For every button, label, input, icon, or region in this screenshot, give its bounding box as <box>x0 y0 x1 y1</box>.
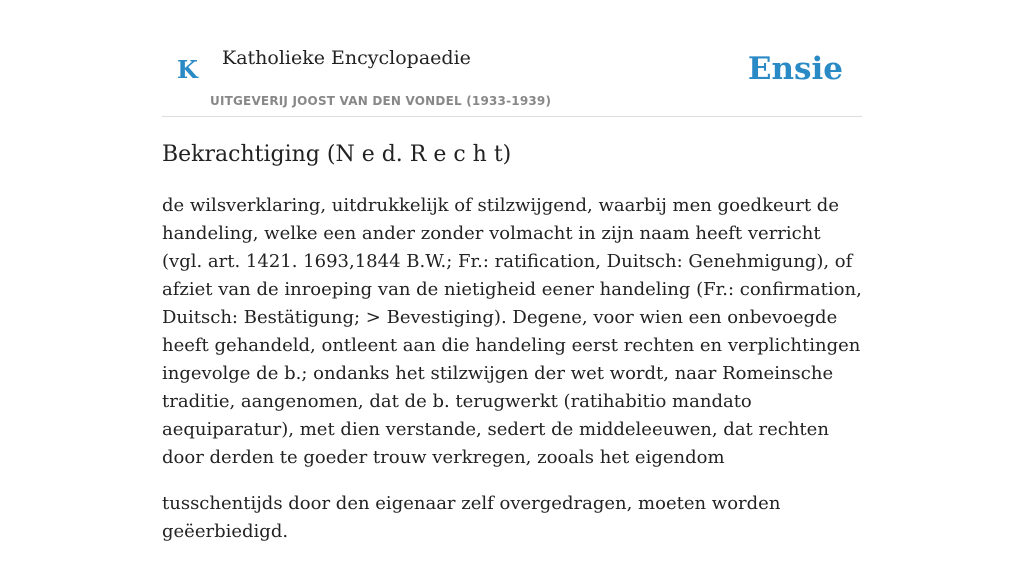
article-body <box>162 192 864 564</box>
article-paragraph: de wilsverklaring, uitdrukkelijk of stilzwijgend, waarbij men goedkeurt de handeling, welke een ander zonder volmacht in zijn naam heeft verricht (vgl. art. 1421. 1693,1844 B.W.; Fr.: ratification, Duitsch: Genehmigung), of afziet van de inroeping van de nietigheid eener handeling (Fr.: confirmation, Duitsch: Bestätigung; > Bevestiging). Degene, voor wien een onbevoegde heeft gehandeld, ontleent aan die handeling eerst rechten en verplichtingen ingevolge de b.; ondanks het stilzwijgen der wet wordt, naar Romeinsche traditie, aangenomen, dat de b. terugwerkt (ratihabitio mandato aequiparatur), met dien verstande, sedert de middeleeuwen, dat rechten door derden te goeder trouw verkregen, zooals het eigendom <box>162 195 862 468</box>
page <box>162 0 862 542</box>
article-paragraph: tusschentijds door den eigenaar zelf overgedragen, moeten worden geëerbiedigd. <box>162 493 781 542</box>
article-title: Bekrachtiging (N e d. R e c h t) <box>162 142 512 167</box>
site-title[interactable]: Katholieke Encyclopaedie <box>222 47 471 69</box>
site-logo[interactable]: K <box>177 55 198 84</box>
brand-logo[interactable]: Ensie <box>747 51 843 87</box>
publisher-label: UITGEVERIJ JOOST VAN DEN VONDEL (1933-1939) <box>210 94 552 108</box>
site-header <box>162 0 862 117</box>
